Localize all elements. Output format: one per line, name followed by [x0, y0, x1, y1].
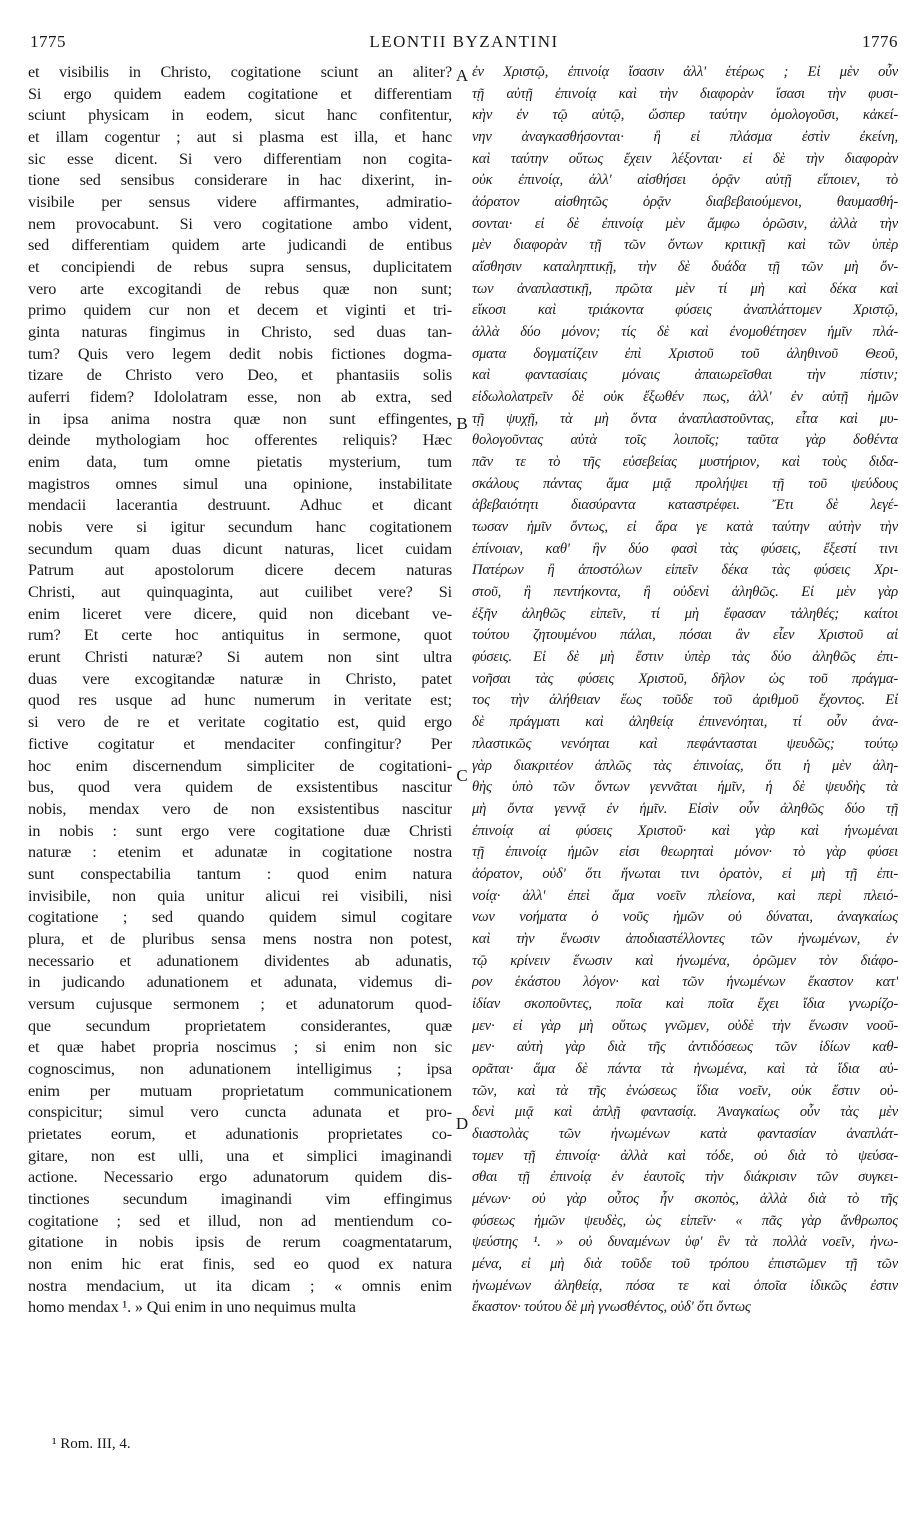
greek-text-line: τῷ κρίνειν ἕνωσιν καὶ ἡνωμένα, ὁρῶμεν τὸν διάφο- — [472, 952, 898, 969]
latin-text-line: sic esse dicent. Si vero differentiam non cogita- — [28, 149, 452, 168]
latin-text-line: sed differentiam quidem arte judicandi de entibus — [28, 236, 452, 255]
greek-text-line: καὶ ταύτην οὕτως ἔχειν λέξονται· εἰ δὲ τὴν διαφορὰν — [472, 150, 898, 167]
latin-text-line: cogitatione ; sed quando quidem simul cogitare — [28, 908, 452, 927]
greek-text-line: ορᾶται· ἅμα δὲ πάντα τὰ ἡνωμένα, καὶ τὰ ἴδια αὐ- — [472, 1060, 898, 1077]
greek-text-line: αἴσθησιν καταληπτικῇ, τὴν δὲ δυάδα τῇ τῶν μὴ ὄν- — [472, 259, 898, 276]
greek-text-line: φύσεις. Εἰ δὲ μὴ ἔστιν ὑπὲρ τὰς δύο ἀληθῶς ἐπι- — [472, 649, 898, 666]
latin-text-line: magistros omnes simul una opinione, instabilitate — [28, 474, 452, 493]
latin-text-line: auferri fidem? Idololatram esse, non ab extra, sed — [28, 388, 452, 407]
section-marker-d: D — [455, 1114, 469, 1133]
latin-text-line: conspicitur; simul vero cuncta adunata et pro- — [28, 1103, 452, 1122]
greek-text-line: καὶ τὴν ἕνωσιν ἀποδιαστέλλοντες τῶν ἡνωμένων, ἐν — [472, 930, 898, 947]
latin-text-line: vero arte excogitandi de rebus quæ non sunt; — [28, 279, 452, 298]
greek-text-line: φύσεως ἡμῶν ψευδὲς, ὡς εἰπεῖν· « πᾶς γὰρ ἄνθρωπος — [472, 1212, 898, 1229]
footnote: ¹ Rom. III, 4. — [52, 1436, 131, 1452]
section-marker-b: B — [456, 414, 468, 433]
latin-text-line: visibile per sensus videre affirmantes, admiratio- — [28, 193, 452, 212]
latin-text-line: nostra mendacium, ut ita dicam ; « omnis enim — [28, 1276, 452, 1295]
latin-text-line: tinctiones secundum imaginandi vim effingimus — [28, 1189, 452, 1208]
latin-text-line: primo quidem cur non et decem et viginti et tri- — [28, 301, 452, 320]
greek-text-line: ἕκαστον· τούτου δὲ μὴ γνωσθέντος, οὐδ' ὅτι ὄντως — [472, 1299, 751, 1316]
greek-text-line: ρον ἑκάστου λόγον· καὶ τῶν ἡνωμένων ἕκαστον κατ' — [472, 974, 898, 991]
latin-text-line: in judicando adunationem et adunata, videmus di- — [28, 973, 452, 992]
page-header — [30, 32, 898, 58]
greek-text-line: τούτου ζητουμένου πάλαι, πόσαι ἂν εἶεν Χριστοῦ αἱ — [472, 627, 898, 644]
greek-text-line: γὰρ διακριτέον ἁπλῶς τὰς ἐπινοίας, ὅτι ἡ μὲν ἀλη- — [472, 757, 898, 774]
latin-text-line: enim data, tum omne pietatis mysterium, tum — [28, 453, 452, 472]
greek-text-line: σματα δογματίζειν ἐπὶ Χριστοῦ τοῦ ἀληθινοῦ Θεοῦ, — [472, 345, 898, 362]
latin-text-line: gitatione in nobis ipsis de rerum coagmentatarum, — [28, 1233, 452, 1252]
greek-text-line: ἐν Χριστῷ, ἐπινοίᾳ ἴσασιν ἀλλ' ἑτέρως ; Εἰ μὲν οὖν — [472, 64, 898, 80]
greek-text-line: οὐκ ἐπινοίᾳ, ἀλλ' αἰσθήσει ὁρᾷν αὐτῇ εἴποιεν, τὸ — [472, 172, 898, 189]
greek-text-line: νην ἀναγκασθήσονται· ἢ εἰ πλάσμα ἐστὶν ἐκείνη, — [472, 129, 898, 146]
section-marker-a: A — [455, 66, 469, 85]
page-number-left: 1775 — [30, 32, 66, 51]
page-number-right: 1776 — [862, 32, 898, 51]
latin-text-line: gitare, non est ulli, una et simplici imaginandi — [28, 1146, 452, 1165]
latin-text-line: homo mendax ¹. » Qui enim in uno nequimus multa — [28, 1298, 356, 1317]
greek-text-line: νοῆσαι τὰς φύσεις Χριστοῦ, δῆλον ὡς τοῦ πράγμα- — [472, 670, 898, 687]
latin-text-line: enim per mutuam proprietatum communicationem — [28, 1081, 452, 1100]
greek-text-line: τῇ ψυχῇ, τὰ μὴ ὄντα ἀναπλαστοῦντας, εἶτα καὶ μυ- — [472, 410, 898, 427]
greek-text-line: μὲν διαφορὰν τῇ τῶν ὄντων κριτικῇ καὶ τῶν ὑπὲρ — [472, 237, 898, 254]
latin-text-line: et visibilis in Christo, cogitatione sciunt an aliter? — [28, 63, 452, 81]
greek-text-line: ἀόρατον αἰσθητῶς ὁρᾷν διαβεβαιούμενοι, θαυμασθή- — [472, 194, 898, 211]
latin-text-line: plura, et de pluribus sensa mens nostra non potest, — [28, 929, 452, 948]
section-marker-c: C — [456, 766, 468, 785]
latin-text-line: mendacii lacerantia destruunt. Adhuc et dicant — [28, 496, 452, 515]
greek-text-line: τῇ αὐτῇ ἐπινοίᾳ καὶ τὴν διαφορὰν ἴσασι τὴν φυσι- — [472, 85, 898, 102]
latin-text-line: duas vere excogitandæ naturæ in Christo, patet — [28, 669, 452, 688]
greek-text-line: ἐπίνοιαν, καθ' ἣν δύο φασὶ τὰς φύσεις, ἔξεστί τινι — [472, 540, 898, 557]
latin-text-line: erunt Christi naturæ? Si autem non sint ultra — [28, 648, 452, 667]
latin-text-line: Patrum aut apostolorum dicere decem naturas — [28, 561, 452, 580]
greek-text-line: νων νοήματα ὁ νοῦς ἡμῶν οὐ δύναται, ἀναγκαίως — [472, 909, 898, 926]
latin-text-line: et quæ habet propria noscimus ; si enim non sic — [28, 1038, 452, 1057]
latin-text-line: que secundum proprietatem considerantes, quæ — [28, 1016, 452, 1035]
latin-text-line: naturæ : etenim et adunatæ in cogitatione nostra — [28, 843, 452, 862]
latin-text-line: hoc enim discernendum simpliciter de cogitationi- — [28, 756, 452, 775]
latin-text-line: quod res usque ad hunc numerum in veritate est; — [28, 691, 452, 710]
latin-text-line: bus, quod vera quidem de exsistentibus nascitur — [28, 778, 452, 797]
latin-text-line: versum cujusque sermonem ; et adunatorum quod- — [28, 994, 452, 1013]
greek-text-line: ἡνωμένων ἀληθείᾳ, πόσα τε καὶ ὁποῖα ἰδικῶς ἐστιν — [472, 1277, 898, 1294]
greek-text-line: πᾶν τε τὸ τῆς εὐσεβείας μυστήριον, καὶ τοὺς διδα- — [472, 454, 898, 471]
greek-text-line: στοῦ, ἢ πεντήκοντα, ἢ οὐδενὶ ἀληθῶς. Εἰ μὲν γὰρ — [472, 584, 898, 601]
greek-text-line: σονται· εἰ δὲ ἐπινοίᾳ μὲν ἄμφω ὁρῶσιν, ἀλλὰ τὴν — [472, 215, 898, 232]
latin-text-line: et concipiendi de rebus supra sensus, duplicitatem — [28, 258, 452, 277]
latin-text-line: et illam cogentur ; aut si plasma est illa, et hanc — [28, 128, 452, 147]
latin-text-line: nem provocabunt. Si vero cogitatione ambo vident, — [28, 214, 452, 233]
greek-text-line: ψεύστης ¹. » οὐ δυναμένων ὑφ' ἓν τὰ πολλὰ νοεῖν, ἡνω- — [472, 1234, 898, 1251]
greek-text-line: μεν· αὐτὴ γὰρ διὰ τῆς ἀντιδόσεως τῶν ἰδίων καθ- — [472, 1039, 898, 1056]
greek-text-line: ἀόρατον, οὐδ' ὅτι ἥνωται τινι ὁρατὸν, εἰ μὴ τῇ ἐπι- — [472, 865, 898, 882]
latin-text-line: actione. Necessario ergo adunatorum quidem dis- — [28, 1168, 452, 1187]
latin-text-line: fictive cogitatur et mendaciter confingitur? Per — [28, 734, 452, 753]
greek-text-line: τος τὴν ἀλήθειαν ἕως τοῦδε τοῦ ἀριθμοῦ ἔχοντος. Εἰ — [472, 692, 898, 709]
greek-text-line: διαστολὰς τῶν ἡνωμένων κατὰ φαντασίαν ἀναπλάτ- — [472, 1125, 898, 1142]
greek-text-line: τωσαν ἡμῖν ὄντως, εἰ ἄρα γε κατὰ ταύτην αὐτὴν τὴν — [472, 519, 898, 536]
greek-text-line: πλαστικῶς νενόηται καὶ πεφάντασται ψευδῶς; τούτῳ — [472, 735, 898, 752]
latin-text-line: enim liceret vere dicere, quid non dicebant ve- — [28, 604, 452, 623]
latin-text-line: si vero de re et veritate cogitatio est, quid ergo — [28, 713, 452, 732]
greek-text-line: δὲ πράγματι καὶ ἀληθείᾳ ἐπινενόηται, τί οὖν ἀνα- — [472, 714, 898, 731]
greek-text-line: ἐξῆν ἀληθῶς εἰπεῖν, τί μὴ ἔφασαν τἀληθές; καίτοι — [472, 605, 898, 622]
greek-text-line: ἀλλὰ δύο μόνον; τίς δὲ καὶ ἐνομοθέτησεν ἡμῖν πλά- — [472, 324, 898, 341]
latin-text-line: cogitatione ; sed et illud, non ad mentiendum co- — [28, 1211, 452, 1230]
greek-text-line: θολογοῦντας αὐτὰ τοῖς λοιποῖς; ταῦτα γὰρ δοθέντα — [472, 432, 898, 449]
latin-text-line: sciunt physicam in eodem, sicut hanc confitentur, — [28, 106, 452, 125]
greek-text-line: τομεν τῇ ἐπινοίᾳ· ἀλλὰ καὶ τόδε, οὐ διὰ τὸ ψεύσα- — [472, 1147, 898, 1164]
latin-text-line: deinde mythologiam hoc offerentes reliquis? Hæc — [28, 431, 452, 450]
latin-text-line: Si ergo quidem eadem cogitatione et differentiam — [28, 84, 452, 103]
greek-text-line: τῶν, καὶ τὰ τῆς ἑνώσεως ἴδια νοεῖν, οὐκ ἔστιν οὐ- — [472, 1082, 898, 1099]
latin-text-line: tizare de Christo vero Deo, et phantasiis solis — [28, 366, 452, 385]
greek-text-line: ἐπινοίᾳ αἱ φύσεις Χριστοῦ· καὶ γὰρ καὶ ἡνωμέναι — [472, 822, 898, 839]
greek-text-line: σκάλους πάντας ἅμα μιᾷ προλήψει τῇ τοῦ ψεύδους — [472, 475, 898, 492]
greek-column — [472, 62, 898, 1319]
greek-text-line: καὶ φαντασίαις μόναις ἀπαιωρεῖσθαι τὴν πίστιν; — [472, 367, 898, 384]
latin-text-line: non enim hic erat finis, sed eo quod ex natura — [28, 1254, 452, 1273]
latin-text-line: Christi, aut quinquaginta, aut cuilibet vere? Si — [28, 583, 452, 602]
greek-text-line: Πατέρων ἢ ἀποστόλων εἰπεῖν δέκα τὰς φύσεις Χρι- — [472, 562, 898, 579]
greek-text-line: σθαι τῇ ἐπινοίᾳ ἐν ἑαυτοῖς τὴν διάκρισιν τῶν συγκει- — [472, 1169, 898, 1186]
latin-text-line: cognoscimus, non adunationem intelligimus ; ipsa — [28, 1059, 452, 1078]
greek-text-line: δενὶ μιᾷ καὶ ἁπλῇ φαντασίᾳ. Ἀναγκαίως οὖν τὰς μὲν — [472, 1104, 898, 1121]
latin-column — [28, 62, 452, 1319]
greek-text-line: εἰδωλολατρεῖν δὲ οὐκ ἔξωθέν πως, ἀλλ' ἐν αὐτῇ ἡμῶν — [472, 389, 898, 406]
latin-text-line: nobis, mendax vero de non exsistentibus nascitur — [28, 799, 452, 818]
running-title: LEONTII BYZANTINI — [369, 32, 559, 51]
greek-text-line: τῇ ἐπινοίᾳ ἡμῶν εἰσι θεωρηταὶ μόνον· τὸ γὰρ φύσει — [472, 844, 898, 861]
greek-text-line: θὴς ὑπὸ τῶν ὄντων γεννᾶται ἡμῖν, ἡ δὲ ψευδὴς τὰ — [472, 779, 898, 796]
greek-text-line: μένα, εἰ μὴ διὰ τοῦδε τοῦ τρόπου ἐπιστῶμεν τῇ τῶν — [472, 1255, 898, 1272]
greek-text-line: μὴ ὄντα γεννᾷ ἐν ἡμῖν. Εἰσὶν οὖν ἀληθῶς δύο τῇ — [472, 800, 898, 817]
greek-text-line: ἀβεβαιότητι διασύραντα καταστρέφει. Ἔτι δὲ λεγέ- — [472, 497, 898, 514]
greek-text-line: των ἀναπλαστικῇ, πρῶτα μὲν τί μὴ καὶ δέκα καὶ — [472, 280, 898, 297]
latin-text-line: prietates eorum, et adunationis proprietates co- — [28, 1124, 452, 1143]
latin-text-line: invisibile, non quia unitur alicui rei visibili, nisi — [28, 886, 452, 905]
greek-text-line: μένων· οὐ γὰρ οὗτος ἦν σκοπὸς, ἀλλὰ διὰ τὸ τῆς — [472, 1190, 898, 1207]
latin-text-line: sunt conspectabilia tantum : quod enim natura — [28, 864, 452, 883]
latin-text-line: rum? Et certe hoc antiquitus in sermone, quot — [28, 626, 452, 645]
latin-text-line: necessario et adunationem dividentes ab adunatis, — [28, 951, 452, 970]
greek-text-line: ἰδίαν σκοποῦντες, ποῖα καὶ ποῖα ἔχει ἴδια γνωρίζο- — [472, 995, 898, 1012]
greek-text-line: μεν· εἰ γὰρ μὴ οὕτως γνῶμεν, οὐδὲ τὴν ἕνωσιν νοοῦ- — [472, 1017, 898, 1034]
greek-text-line: νοίᾳ· ἀλλ' ἐπεὶ ἅμα νοεῖν πλείονα, καὶ περὶ πλειό- — [472, 887, 898, 904]
latin-text-line: in ipsa anima nostra quæ non sunt effingentes, — [28, 409, 452, 428]
greek-text-line: εἴκοσι καὶ τριάκοντα φύσεις ἀναπλάττομεν Χριστῷ, — [472, 302, 898, 319]
latin-text-line: secundum quam duas dicunt naturas, licet cuidam — [28, 539, 452, 558]
latin-text-line: tum? Quis vero legem dedit nobis fictiones dogma- — [28, 344, 452, 363]
greek-text-line: κὴν ἐν τῷ αὐτῷ, ὥσπερ ταύτην ὁμολογοῦσι, κἀκεί- — [472, 107, 898, 124]
latin-text-line: nobis vere si igitur secundum hanc cogitationem — [28, 518, 452, 537]
latin-text-line: ginta naturas fingimus in Christo, sed duas tan- — [28, 323, 452, 342]
latin-text-line: in nobis : sunt ergo vere cogitatione duæ Christi — [28, 821, 452, 840]
latin-text-line: tione sed sensibus considerare in hac dixerint, in- — [28, 171, 452, 190]
